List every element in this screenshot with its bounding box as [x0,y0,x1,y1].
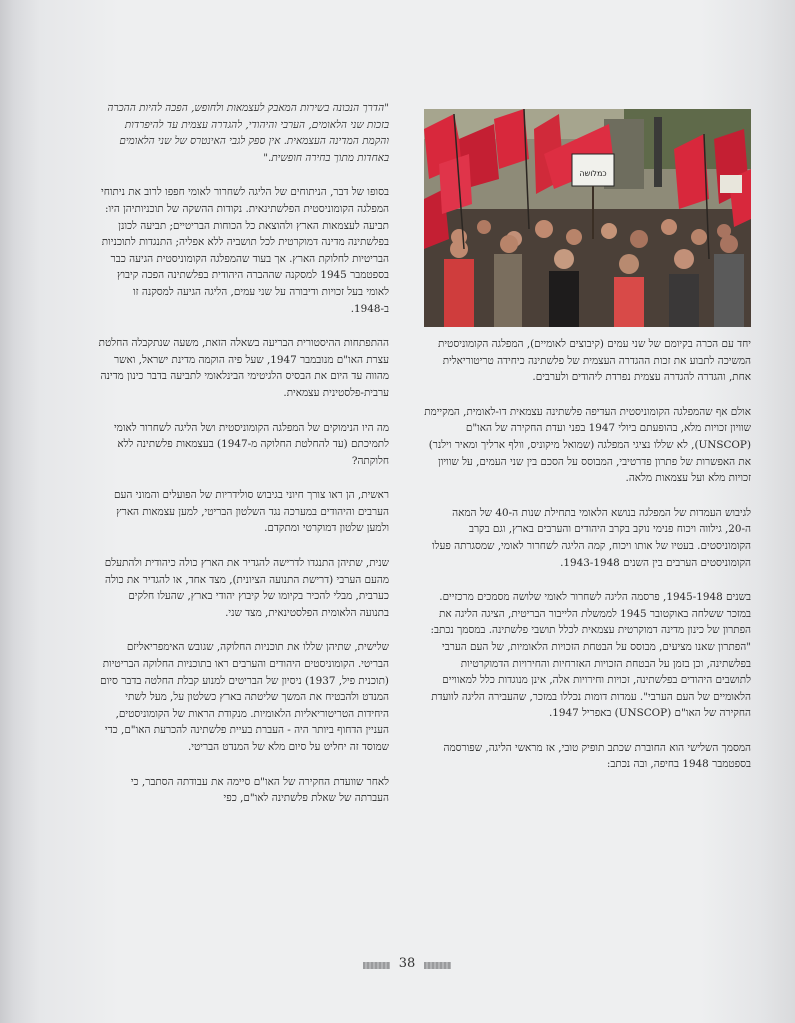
protest-sign-text: כמלושה [579,169,607,178]
paragraph: בשנים 1945-1948, פרסמה הליגה לשחרור לאומי שלושה מסמכים מרכזיים. במזכר ששלחה באוקטובר 1945 לממשלת הלייבור הבריטית, הציגה הליגה את הפתרון של כינון מדינה דמוקרטית עצמאית לכלל תושבי פלשתינה. במסמך נכתב: "הפתרון שאנו מציעים, מבוסס על הבטחת הזכויות הלאומיות, של העם הערבי בפלשתינה, וכן בזמן על הבטחת הזכויות האזרחיות והחירויות הדמוקרטיות לתושבים היהודים בפלשתינה, זכויות וחירויות אלה, אינן מנוגדות כלל למאוויים הלאומיים של העם הערבי". עמדות דומות נכללו במזכר, שהעבירה הליגה לוועדת החקירה של האו"ם (UNSCOP) באפריל 1947. [430,591,751,720]
paragraph: ראשית, הן ראו צורך חיוני בגיבוש סולידריות של הפועלים והמוני העם הערבים והיהודים במערכה נגד השלטון הבריטי, למען עצמאות הארץ ולמען שלטון דמוקרטי ומתקדם. [114,489,389,535]
demonstration-photo [424,109,751,327]
page-number: 38 [398,956,416,971]
paragraph: יחד עם הכרה בקיומם של שני עמים (קיבוצים לאומיים), המפלגה הקומוניסטית המשיכה לתבוע את זכות ההגדרה העצמית של פלשתינה כיחידה טריטוריאלית אחת, והגדרה להגדרה עצמית נפרדת ליהודים ולערבים. [438,338,751,384]
paragraph: לגיבוש העמדות של המפלגה בנושא הלאומי בתחילת שנות ה-40 של המאה ה-20, גילווה ויכוח פנימי נוקב בקרב היהודים והערבים בארץ, וגם בקרב הקומוניסטים. בעטיו של אותו ויכוח, קמה הליגה לשחרור לאומי, שמסגרתה פעלו הקומוניסטים הערבים בין השנים 1943-1948. [431,506,751,569]
paragraph: מה היו הנימוקים של המפלגה הקומוניסטית ושל הליגה לשחרור לאומי לתמיכתם (עד להחלטת החלוקה מ-1947) בעצמאות פלשתינה ללא חלוקתה? [113,421,389,467]
paragraph: אולם אף שהמפלגה הקומוניסטית העדיפה פלשתינה עצמאית דו-לאומית, המקיימת שוויון זכויות מלא, בהופעתם ביולי 1947 בפני ועדת החקירה של האו"ם (UNSCOP), לא שללו נציגי המפלגה (שמואל מיקוניס, וולף ארליך ומאיר וילנר) את האפשרות של פתרון פדרטיבי, המבוסס על הסכם בין שני העמים, על שוויון זכויות מלא ועל עצמאות מלאה. [424,405,751,485]
page-number-ornament-left [363,962,390,969]
right-column [424,336,751,791]
page-number-ornament-right [424,962,451,969]
paragraph: שנית, שתיהן התנגדו לדרישה להגדיר את הארץ כולה כיהודית ולהתעלם מהעם הערבי (דרישת התנועה הציונית), מצד אחד, או להגדיר את כולה כערבית, מבלי להכיר בקיומו של קיבוץ יהודי בארץ, שהעלו חלקים בתנועה הלאומית הפלסטינאית, מצד שני. [104,557,389,619]
pull-quote: "הדרך הנכונה בשירות המאבק לעצמאות ולחופש, הפכה להיות ההכרה בזכות שני הלאומים, הערבי והיהודי, להגדרה עצמית עד להיפרדות והקמת המדינה העצמאית. אין ספק לגבי האינטרס של שני הלאומים באחדות מתוך בחירה חופשית." [107,102,389,164]
paragraph: שלישית, שתיהן שללו את תוכניות החלוקה, שגובש האימפריאליזם הבריטי. הקומוניסטים היהודים והערבים ראו בתוכניות החלוקה הבריטיות (תוכנית פיל, 1937) ניסיון של הבריטים למנוע קבלת החלטה בדבר סיום המנדט ולהבטיח את המשך שליטתה בארץ כשלטון על, מעל לשתי היחידות הטריטוריאליות הלאומיות. מנקודת הראות של הקומוניסטים, העניין הדחוף ביותר היה - העברת בעיית פלשתינה להכרעת האו"ם, כדי שמוסד זה יחליט על סיום מלא של המנדט הבריטי. [100,641,389,753]
paragraph: לאחר שוועדת החקירה של האו"ם סיימה את עבודתה הסתבר, כי העברתה של שאלת פלשתינה לאו"ם, כפי [130,775,389,805]
left-column [96,100,389,825]
paragraph: בסופו של דבר, הניתוחים של הליגה לשחרור לאומי חפפו לרוב את ניתוחי המפלגה הקומוניסטית הפלשתינאית. נקודות ההשקה של תוכניותיהן היו: תביעה לעצמאות הארץ ולהוצאת כל הכוחות הבריטיים; תביעה לכונן בפלשתינה מדינה דמוקרטית לכל תושביה ללא אפליה; התנגדות לתוכניות הבריטיות לחלוקת הארץ. אך בעוד שהמפלגה הקומוניסטית הגיעה כבר בספטמבר 1945 למסקנה שההברה היהודית בפלשתינה הפכה קיבוץ לאומי בעל זכויות ודיבורה על שני עמים, הליגה הגיעה למסקנה זו ב-1948. [100,186,389,315]
paragraph: ההתפתחות ההיסטורית הבריעה בשאלה הזאת, משעה שנתקבלה החלטת עצרת האו"ם מנובמבר 1947, שעל פיה הוקמה מדינת ישראל, ואשר מהווה עד היום את הבסיס הלגיטימי הבינלאומי לתביעה בדבר כינון מדינה ערבית-פלסטינית עצמאית. [98,337,389,399]
paragraph: המסמך השלישי הוא החוברת שכתב תופיק טובי, אז מראשי הליגה, שפורסמה בספטמבר 1948 בחיפה, ובה נכתב: [443,741,751,771]
